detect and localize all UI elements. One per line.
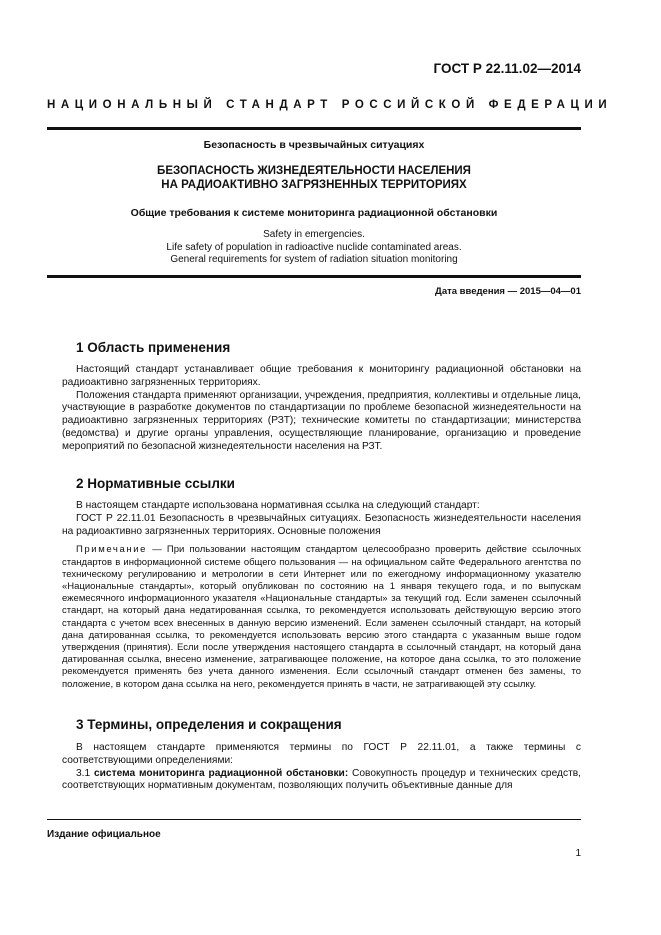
title-bottom-rule xyxy=(47,275,581,278)
main-title-line-1: БЕЗОПАСНОСТЬ ЖИЗНЕДЕЯТЕЛЬНОСТИ НАСЕЛЕНИЯ xyxy=(157,165,471,177)
introduction-date: Дата введения — 2015—04—01 xyxy=(435,286,581,297)
main-title xyxy=(47,164,581,192)
footer-rule xyxy=(47,819,581,820)
section-3-heading: 3 Термины, определения и сокращения xyxy=(76,717,342,732)
section-2-note xyxy=(62,544,581,690)
term-definition: Совокупность процедур и технических средств, соответствующих нормативным документам, позволяющих получить объективные данные для xyxy=(62,767,581,792)
section-2-body xyxy=(62,500,581,691)
section-1-paragraph-1: Настоящий стандарт устанавливает общие требования к мониторингу радиационной обстановки на радиоактивно загрязненных территориях. xyxy=(62,364,581,388)
section-1-paragraph-2: Положения стандарта применяют организации, учреждения, предприятия, коллективы и отдельные лица, участвующие в разработке документов по стандартизации по проблеме безопасной жизнедеятельности на радиоактивно загрязненных территориях (РЗТ); технические комитеты по стандартизации; министерства (ведомства) и другие органы управления, осуществляющие планирование, организацию и проведение мероприятий по безопасной жизнедеятельности населения на РЗТ. xyxy=(62,389,581,452)
section-1-body xyxy=(62,364,581,454)
term-name: система мониторинга радиационной обстановки: xyxy=(93,767,349,779)
section-2-heading: 2 Нормативные ссылки xyxy=(76,476,235,491)
national-standard-banner: НАЦИОНАЛЬНЫЙ СТАНДАРТ РОССИЙСКОЙ ФЕДЕРАЦИИ xyxy=(47,99,613,111)
document-designation: ГОСТ Р 22.11.02—2014 xyxy=(433,61,581,76)
section-3-body xyxy=(62,742,581,793)
section-1-heading: 1 Область применения xyxy=(76,340,231,355)
page-number: 1 xyxy=(575,848,581,859)
top-rule xyxy=(47,127,581,130)
official-edition-label: Издание официальное xyxy=(47,829,161,840)
main-title-line-2: НА РАДИОАКТИВНО ЗАГРЯЗНЕННЫХ ТЕРРИТОРИЯХ xyxy=(161,179,467,191)
note-text: — При пользовании настоящим стандартом целесообразно проверить действие ссылочных стандартов в информационной системе общего пользования — на официальном сайте Федерального агентства по техническому регулированию и метрологии в сети Интернет или по ежегодному информационному указателю «Национальные стандарты», который опубликован по состоянию на 1 января текущего года, и по выпускам ежемесячного информационного указателя «Национальные стандарты» за текущий год. Если заменен ссылочный стандарт, на который дана недатированная ссылка, то рекомендуется использовать действующую версию этого стандарта с учетом всех внесенных в данную версию изменений. Если заменен ссылочный стандарт, на который дана датированная ссылка, то рекомендуется использовать версию этого стандарта с указанным выше годом утверждения (принятия). Если после утверждения настоящего стандарта в ссылочный стандарт, на который дана датированная ссылка, внесено изменение, затрагивающее положение, на которое дана ссылка, то это положение рекомендуется применять без учета данного изменения. Если ссылочный стандарт отменен без замены, то положение, в котором дана ссылка на него, рекомендуется принять в части, не затрагивающей эту ссылку. xyxy=(62,544,581,690)
section-3-paragraph-1: В настоящем стандарте применяются термины по ГОСТ Р 22.11.01, а также термины с соответствующими определениями: xyxy=(62,742,581,766)
section-2-paragraph-1: В настоящем стандарте использована нормативная ссылка на следующий стандарт: xyxy=(76,500,480,511)
english-title-line-3: General requirements for system of radiation situation monitoring xyxy=(170,254,458,265)
english-title xyxy=(47,229,581,267)
note-label: Примечание xyxy=(76,544,147,556)
subtitle: Общие требования к системе мониторинга радиационной обстановки xyxy=(130,207,498,219)
term-3-1 xyxy=(62,768,581,794)
english-title-line-2: Life safety of population in radioactive nuclide contaminated areas. xyxy=(166,241,462,253)
english-title-line-1: Safety in emergencies. xyxy=(263,229,365,240)
series-title: Безопасность в чрезвычайных ситуациях xyxy=(203,139,425,151)
term-number: 3.1 xyxy=(76,767,94,779)
section-2-paragraph-2: ГОСТ Р 22.11.01 Безопасность в чрезвычайных ситуациях. Безопасность жизнедеятельности населения на радиоактивно загрязненных территориях. Основные положения xyxy=(62,512,581,537)
